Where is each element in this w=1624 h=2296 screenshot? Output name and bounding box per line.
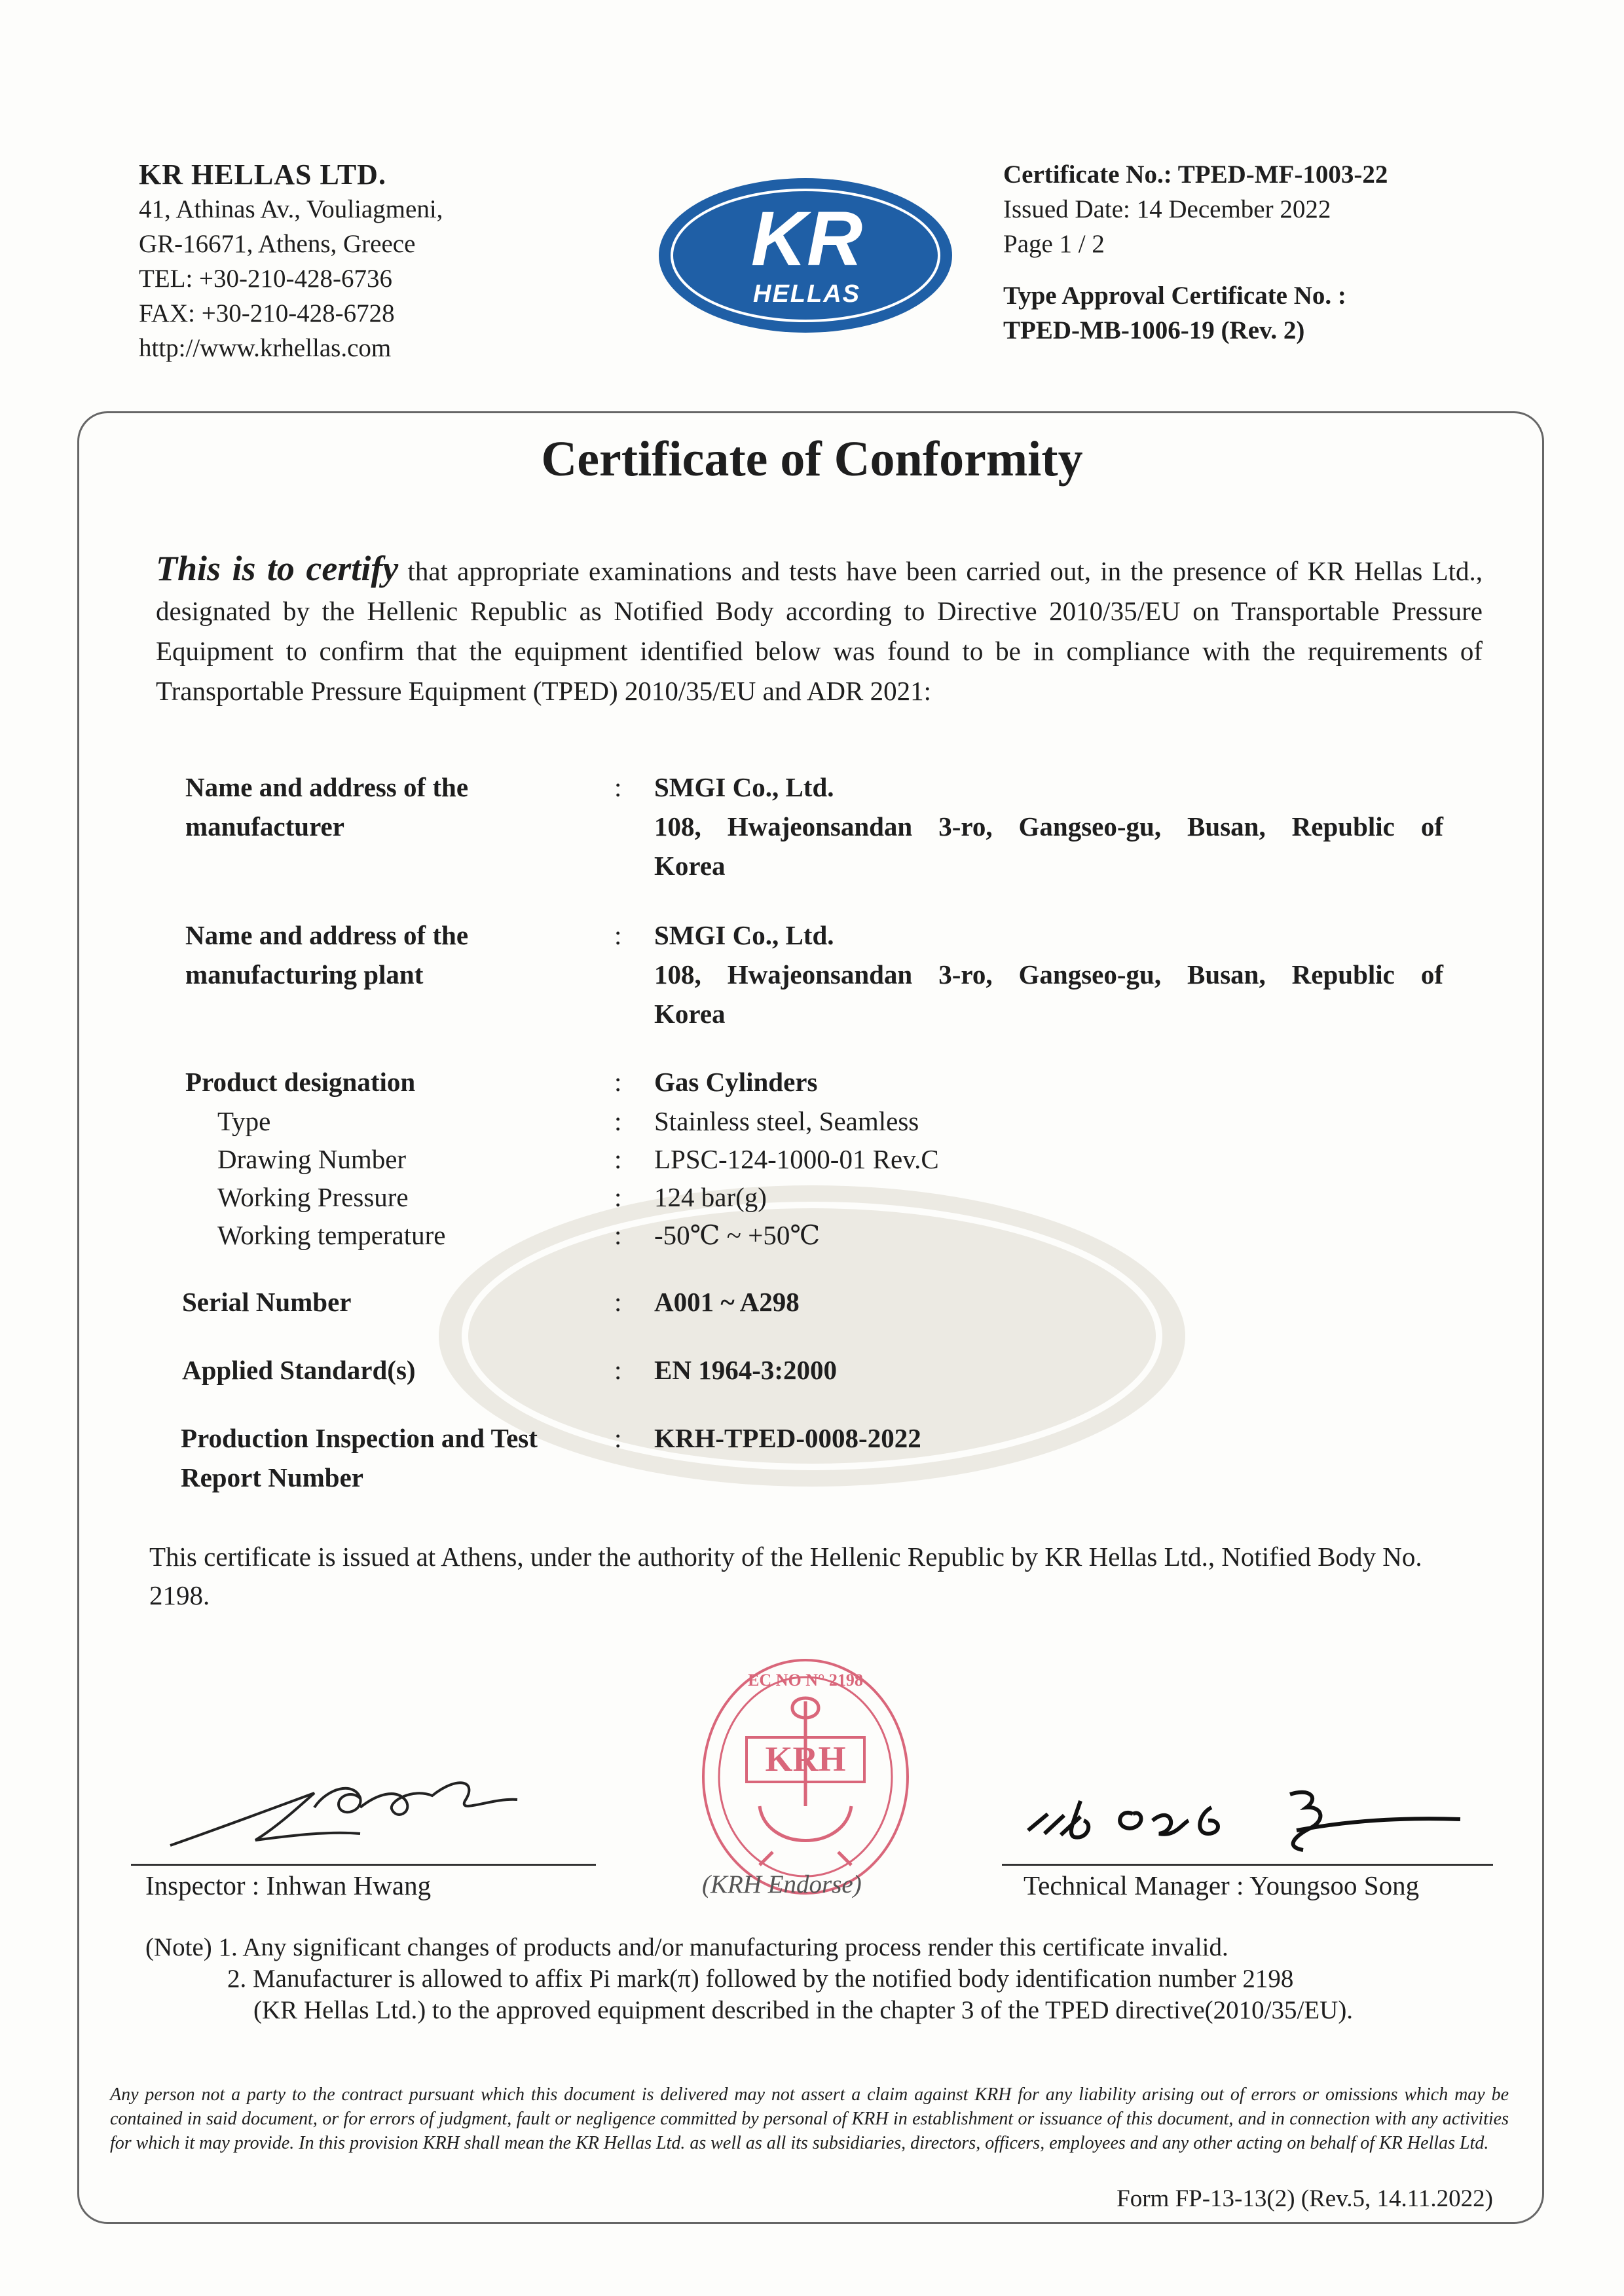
note-line2: 2. Manufacturer is allowed to affix Pi mark(π) followed by the notified body identification number 2198 — [227, 1965, 1294, 1993]
manufacturer-address-line2: Korea — [654, 851, 726, 881]
plant-address-line2: Korea — [654, 999, 726, 1029]
company-tel: TEL: +30-210-428-6736 — [139, 265, 393, 293]
company-info — [139, 157, 443, 365]
plant-address-line1: 108, Hwajeonsandan 3-ro, Gangseo-gu, Busan, Republic of — [654, 959, 1443, 990]
working-pressure-label: Working Pressure — [217, 1182, 409, 1212]
company-address-line2: GR-16671, Athens, Greece — [139, 230, 416, 258]
applied-standard-label: Applied Standard(s) — [182, 1355, 416, 1385]
note-line3: (KR Hellas Ltd.) to the approved equipment described in the chapter 3 of the TPED directive(2010/35/EU). — [253, 1996, 1354, 2024]
type-label: Type — [217, 1106, 271, 1136]
serial-number-value: A001 ~ A298 — [654, 1287, 800, 1317]
report-number-label-line2: Report Number — [181, 1462, 363, 1492]
product-designation-value: Gas Cylinders — [654, 1067, 818, 1097]
manufacturer-value — [654, 768, 1443, 885]
technical-manager-signature — [1022, 1768, 1467, 1860]
type-approval-label: Type Approval Certificate No. : — [1003, 282, 1346, 310]
issued-statement: This certificate is issued at Athens, under the authority of the Hellenic Republic by KR Hellas Ltd., Notified Body No. 2198. — [149, 1542, 1422, 1610]
working-temperature-label: Working temperature — [217, 1220, 446, 1250]
product-designation-label: Product designation — [185, 1067, 416, 1097]
applied-standard-value: EN 1964-3:2000 — [654, 1355, 838, 1385]
applied-standard-colon: : — [614, 1355, 622, 1385]
page-number: Page 1 / 2 — [1003, 230, 1105, 258]
disclaimer: Any person not a party to the contract pursuant which this document is delivered may not assert a claim against KRH for any liability arising out of errors or omissions which may be contained in said document, or for errors of judgment, fault or negligence committed by personal of KRH in establishment or issuance of this document, and in connection with any activities for which it may provide. In this provision KRH shall mean the KR Hellas Ltd. as well as all its subsidiaries, directors, officers, employees and any other acting on behalf of KR Hellas Ltd. — [110, 2084, 1509, 2153]
drawing-number-label: Drawing Number — [217, 1144, 407, 1174]
plant-colon: : — [614, 920, 622, 950]
company-address-line1: 41, Athinas Av., Vouliagmeni, — [139, 195, 443, 223]
manufacturer-label-line2: manufacturer — [185, 811, 344, 842]
stamp-ring-text: EC NO N° 2198 — [748, 1671, 863, 1690]
type-colon: : — [614, 1106, 622, 1136]
manufacturer-label-line1: Name and address of the — [185, 772, 469, 802]
report-number-label — [181, 1418, 613, 1497]
manufacturer-address-line1: 108, Hwajeonsandan 3-ro, Gangseo-gu, Busan, Republic of — [654, 811, 1443, 842]
report-number-colon: : — [614, 1423, 622, 1453]
note-line1: (Note) 1. Any significant changes of products and/or manufacturing process render this certificate invalid. — [145, 1933, 1228, 1961]
report-number-label-line1: Production Inspection and Test — [181, 1423, 538, 1453]
page-title: Certificate of Conformity — [541, 432, 1083, 487]
plant-label — [185, 916, 604, 994]
stamp-text: KRH — [765, 1739, 846, 1779]
inspector-signature — [164, 1735, 530, 1866]
working-pressure-colon: : — [614, 1182, 622, 1212]
inspector-caption: Inspector : Inhwan Hwang — [145, 1870, 432, 1900]
intro-text: that appropriate examinations and tests have been carried out, in the presence of KR Hellas Ltd., designated by the Hellenic Republic as Notified Body according to Directive 2010/35/EU on Transportable Pressure Equipment to confirm that the equipment identified below was found to be in compliance with the requirements of Transportable Pressure Equipment (TPED) 2010/35/EU and ADR 2021: — [156, 556, 1483, 706]
company-fax: FAX: +30-210-428-6728 — [139, 299, 395, 327]
certificate-info — [1003, 157, 1388, 348]
certificate-number: TPED-MF-1003-22 — [1177, 160, 1388, 189]
working-temperature-colon: : — [614, 1220, 622, 1250]
manufacturer-colon: : — [614, 772, 622, 802]
manufacturer-label — [185, 768, 604, 846]
company-name: KR HELLAS LTD. — [139, 158, 386, 191]
serial-number-colon: : — [614, 1287, 622, 1317]
certificate-number-label: Certificate No.: — [1003, 160, 1172, 189]
product-designation-colon: : — [614, 1067, 622, 1097]
logo-sub-text: HELLAS — [753, 280, 860, 308]
plant-value — [654, 916, 1443, 1033]
drawing-number-colon: : — [614, 1144, 622, 1174]
krh-endorse-stamp — [694, 1656, 917, 1904]
inspector-signature-line — [131, 1864, 596, 1866]
manager-signature-line — [1002, 1864, 1493, 1866]
certify-lead: This is to certify — [156, 549, 399, 588]
company-website: http://www.krhellas.com — [139, 334, 392, 362]
plant-name: SMGI Co., Ltd. — [654, 920, 834, 950]
logo-main-text: KR — [750, 196, 863, 282]
working-temperature-value: -50℃ ~ +50℃ — [654, 1220, 821, 1250]
drawing-number-value: LPSC-124-1000-01 Rev.C — [654, 1144, 939, 1174]
stamp-caption: (KRH Endorse) — [702, 1870, 862, 1898]
kr-hellas-logo — [655, 174, 956, 337]
type-value: Stainless steel, Seamless — [654, 1106, 919, 1136]
working-pressure-value: 124 bar(g) — [654, 1182, 767, 1212]
manager-caption: Technical Manager : Youngsoo Song — [1024, 1870, 1420, 1900]
serial-number-label: Serial Number — [182, 1287, 352, 1317]
plant-label-line1: Name and address of the — [185, 920, 469, 950]
intro-paragraph — [156, 549, 1483, 711]
report-number-value: KRH-TPED-0008-2022 — [654, 1423, 921, 1453]
type-approval-number: TPED-MB-1006-19 (Rev. 2) — [1003, 316, 1305, 344]
plant-label-line2: manufacturing plant — [185, 959, 424, 990]
issued-date: Issued Date: 14 December 2022 — [1003, 195, 1331, 223]
form-number: Form FP-13-13(2) (Rev.5, 14.11.2022) — [1116, 2185, 1493, 2212]
notes — [145, 1932, 1353, 2026]
manufacturer-name: SMGI Co., Ltd. — [654, 772, 834, 802]
